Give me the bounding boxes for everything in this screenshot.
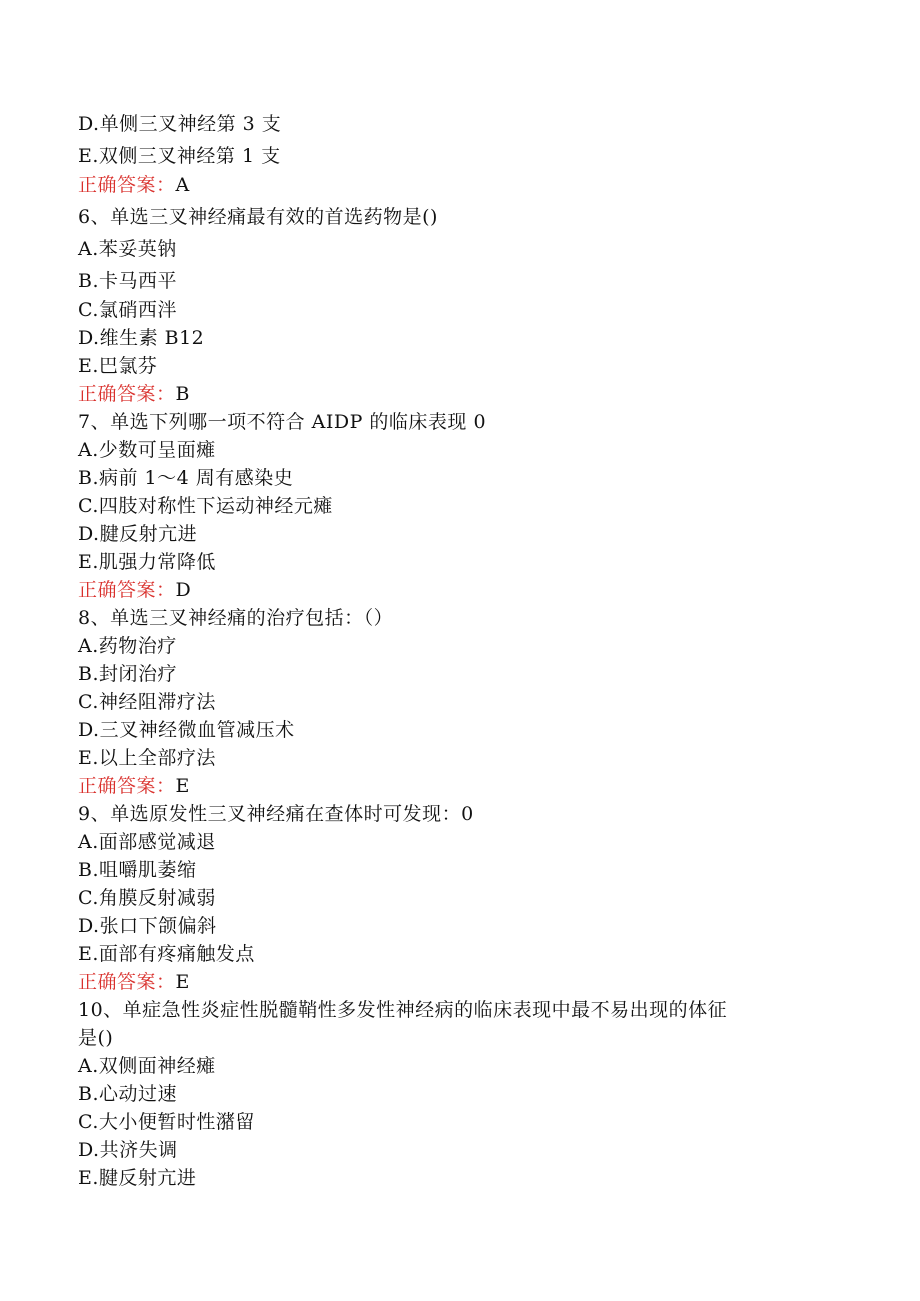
option-line: D.维生素 B12 — [78, 327, 205, 349]
option-line: B.咀嚼肌萎缩 — [78, 859, 197, 881]
option-line: E.腱反射亢进 — [78, 1167, 197, 1189]
answer-value: D — [175, 579, 192, 601]
option-line: A.药物治疗 — [78, 635, 177, 657]
option-line: D.共济失调 — [78, 1139, 178, 1161]
answer-line — [78, 774, 190, 798]
question-stem: 8、单选三叉神经痛的治疗包括：（） — [78, 607, 394, 629]
question-stem-continued: 是() — [78, 1027, 114, 1049]
question-stem: 10、单症急性炎症性脱髓鞘性多发性神经病的临床表现中最不易出现的体征 — [78, 999, 728, 1021]
option-line: E.双侧三叉神经第 1 支 — [78, 145, 281, 167]
option-line: A.苯妥英钠 — [78, 238, 177, 260]
answer-line — [78, 970, 190, 994]
option-line: B.封闭治疗 — [78, 663, 178, 685]
option-line: C.四肢对称性下运动神经元瘫 — [78, 495, 333, 517]
answer-value: A — [175, 174, 190, 196]
option-line: E.肌强力常降低 — [78, 551, 216, 573]
option-line: E.巴氯芬 — [78, 355, 158, 377]
answer-label: 正确答案： — [78, 383, 176, 405]
option-line: C.神经阻滞疗法 — [78, 691, 216, 713]
question-stem: 6、单选三叉神经痛最有效的首选药物是() — [78, 206, 438, 228]
option-line: B.卡马西平 — [78, 270, 178, 292]
option-line: E.以上全部疗法 — [78, 747, 216, 769]
option-line: B.病前 1～4 周有感染史 — [78, 467, 294, 489]
option-line: D.张口下颌偏斜 — [78, 915, 217, 937]
answer-line — [78, 578, 191, 602]
answer-label: 正确答案： — [78, 971, 176, 993]
option-line: D.单侧三叉神经第 3 支 — [78, 113, 282, 135]
answer-line — [78, 173, 190, 197]
option-line: C.氯硝西泮 — [78, 299, 177, 321]
option-line: C.大小便暂时性潴留 — [78, 1111, 255, 1133]
option-line: C.角膜反射减弱 — [78, 887, 216, 909]
option-line: B.心动过速 — [78, 1083, 178, 1105]
answer-label: 正确答案： — [78, 174, 176, 196]
answer-value: E — [175, 971, 190, 993]
answer-value: E — [175, 775, 190, 797]
option-line: A.面部感觉减退 — [78, 831, 216, 853]
question-stem: 9、单选原发性三叉神经痛在查体时可发现：0 — [78, 803, 474, 825]
answer-label: 正确答案： — [78, 579, 176, 601]
option-line: A.少数可呈面瘫 — [78, 439, 216, 461]
answer-line — [78, 382, 190, 406]
option-line: D.三叉神经微血管减压术 — [78, 719, 295, 741]
answer-value: B — [175, 383, 190, 405]
answer-label: 正确答案： — [78, 775, 176, 797]
option-line: D.腱反射亢进 — [78, 523, 198, 545]
option-line: A.双侧面神经瘫 — [78, 1055, 216, 1077]
question-stem: 7、单选下列哪一项不符合 AIDP 的临床表现 0 — [78, 411, 487, 433]
option-line: E.面部有疼痛触发点 — [78, 943, 255, 965]
